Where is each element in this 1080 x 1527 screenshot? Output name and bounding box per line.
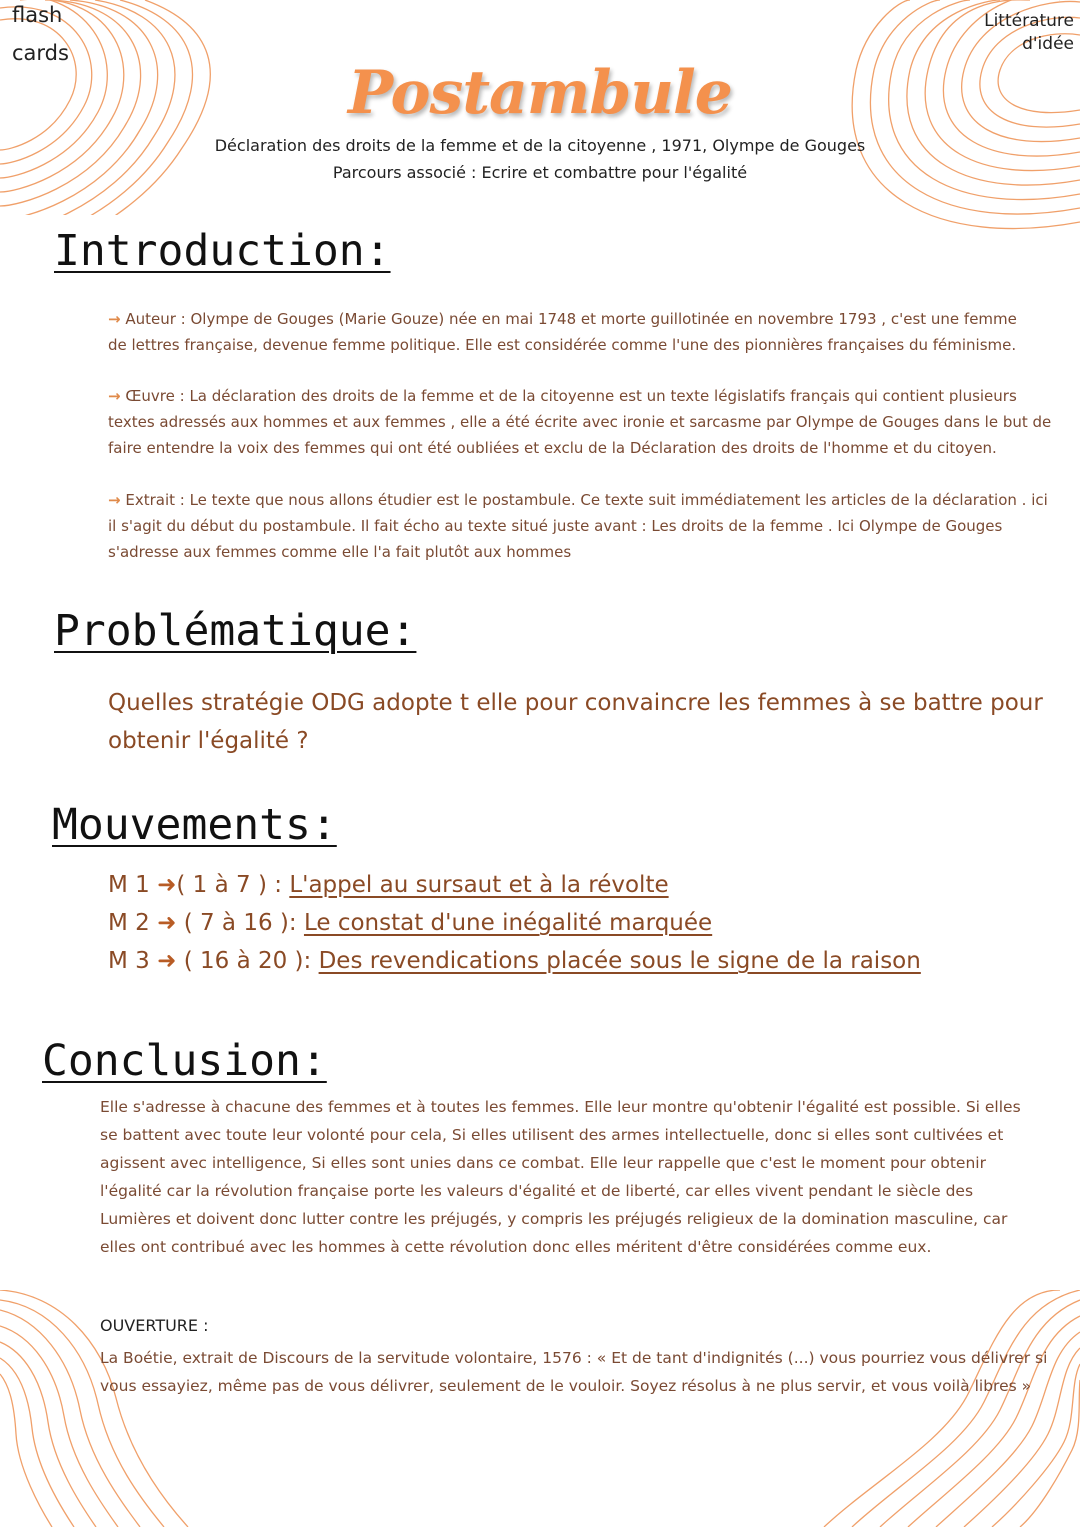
intro-author-text: Auteur : Olympe de Gouges (Marie Gouze) née en mai 1748 et morte guillotinée en novembre 1793 , c'est une femme de lettres française, devenue femme politique. Elle est considérée comme l'une des pionnières françaises du féminisme. xyxy=(108,310,1017,354)
arrow-icon: → xyxy=(108,310,121,328)
corner-left-line2: cards xyxy=(12,41,69,65)
intro-extract-paragraph xyxy=(108,487,1058,565)
conclusion-heading: Conclusion: xyxy=(42,1036,327,1086)
mouvement-label: M 2 xyxy=(108,910,150,936)
swirl-decoration-bottom-right xyxy=(820,1290,1080,1527)
mouvement-range: ( 7 à 16 ) xyxy=(183,910,289,936)
corner-left-line1: flash xyxy=(12,3,63,27)
arrow-icon: ➜ xyxy=(157,910,177,936)
mouvement-title: L'appel au sursaut et à la révolte xyxy=(289,872,669,898)
arrow-icon: → xyxy=(108,491,121,509)
mouvement-title: Le constat d'une inégalité marquée xyxy=(303,910,713,936)
problematique-question: Quelles stratégie ODG adopte t elle pour convaincre les femmes à se battre pour obtenir l'égalité ? xyxy=(108,690,1043,754)
mouvement-item: M 2 ➜ ( 7 à 16 ): Le constat d'une inégalité marquée xyxy=(108,910,713,936)
intro-author-paragraph xyxy=(108,306,1038,358)
intro-work-text: Œuvre : La déclaration des droits de la femme et de la citoyenne est un texte législatifs français qui contient plusieurs textes adressés aux hommes et aux femmes , elle a été écrite avec ironie et sarcasme par Olympe de Gouges dans le but de faire entendre la voix des femmes qui ont été oubliées et exclu de la Déclaration des droits de l'homme et du citoyen. xyxy=(108,387,1052,457)
intro-extract-text: Extrait : Le texte que nous allons étudier est le postambule. Ce texte suit immédiatement les articles de la déclaration . ici il s'agit du début du postambule. Il fait écho au texte situé juste avant : Les droits de la femme . Ici Olympe de Gouges s'adresse aux femmes comme elle l'a fait plutôt aux hommes xyxy=(108,491,1048,561)
mouvements-heading: Mouvements: xyxy=(52,800,337,850)
mouvement-label: M 3 xyxy=(108,948,150,974)
arrow-icon: → xyxy=(108,387,121,405)
mouvement-title: Des revendications placée sous le signe de la raison xyxy=(318,948,921,974)
mouvement-item: M 1 ➜( 1 à 7 ) : L'appel au sursaut et à la révolte xyxy=(108,872,669,898)
mouvement-range: ( 16 à 20 ) xyxy=(183,948,304,974)
ouverture-text: La Boétie, extrait de Discours de la servitude volontaire, 1576 : « Et de tant d'indignités (...) vous pourriez vous délivrer si vous essayiez, même pas de vous délivrer, seulement de le vouloir. Soyez résolus à ne plus servir, et vous voilà libres » xyxy=(100,1349,1048,1395)
subtitle-source: Déclaration des droits de la femme et de la citoyenne , 1971, Olympe de Gouges xyxy=(214,136,866,155)
arrow-icon: ➜ xyxy=(157,948,177,974)
corner-right-line1: Littérature xyxy=(984,11,1074,31)
mouvement-item: M 3 ➜ ( 16 à 20 ): Des revendications placée sous le signe de la raison xyxy=(108,948,921,974)
subtitle-parcours: Parcours associé : Ecrire et combattre pour l'égalité xyxy=(332,163,748,182)
conclusion-text: Elle s'adresse à chacune des femmes et à toutes les femmes. Elle leur montre qu'obtenir l'égalité est possible. Si elles se battent avec toute leur volonté pour cela, Si elles utilisent des armes intellectuelle, donc si elles sont cultivées et agissent avec intelligence, Si elles sont unies dans ce combat. Elle leur rappelle que c'est le moment pour obtenir l'égalité car la révolution française porte les valeurs d'égalité et de liberté, car elles vivent pendant le siècle des Lumières et doivent donc lutter contre les préjugés, y compris les préjugés religieux de la domination masculine, car elles ont contribué avec les hommes à cette révolution donc elles méritent d'être considérées comme eux. xyxy=(100,1098,1021,1256)
page-title: Postambule xyxy=(348,58,732,128)
mouvement-range: ( 1 à 7 ) xyxy=(176,872,267,898)
arrow-icon: ➜ xyxy=(157,872,177,898)
category-label xyxy=(984,10,1074,56)
mouvement-label: M 1 xyxy=(108,872,150,898)
corner-right-line2: d'idée xyxy=(1022,34,1074,54)
introduction-heading: Introduction: xyxy=(54,226,391,276)
intro-work-paragraph xyxy=(108,383,1068,461)
problematique-heading: Problématique: xyxy=(54,606,417,656)
ouverture-label: OUVERTURE : xyxy=(100,1316,209,1335)
